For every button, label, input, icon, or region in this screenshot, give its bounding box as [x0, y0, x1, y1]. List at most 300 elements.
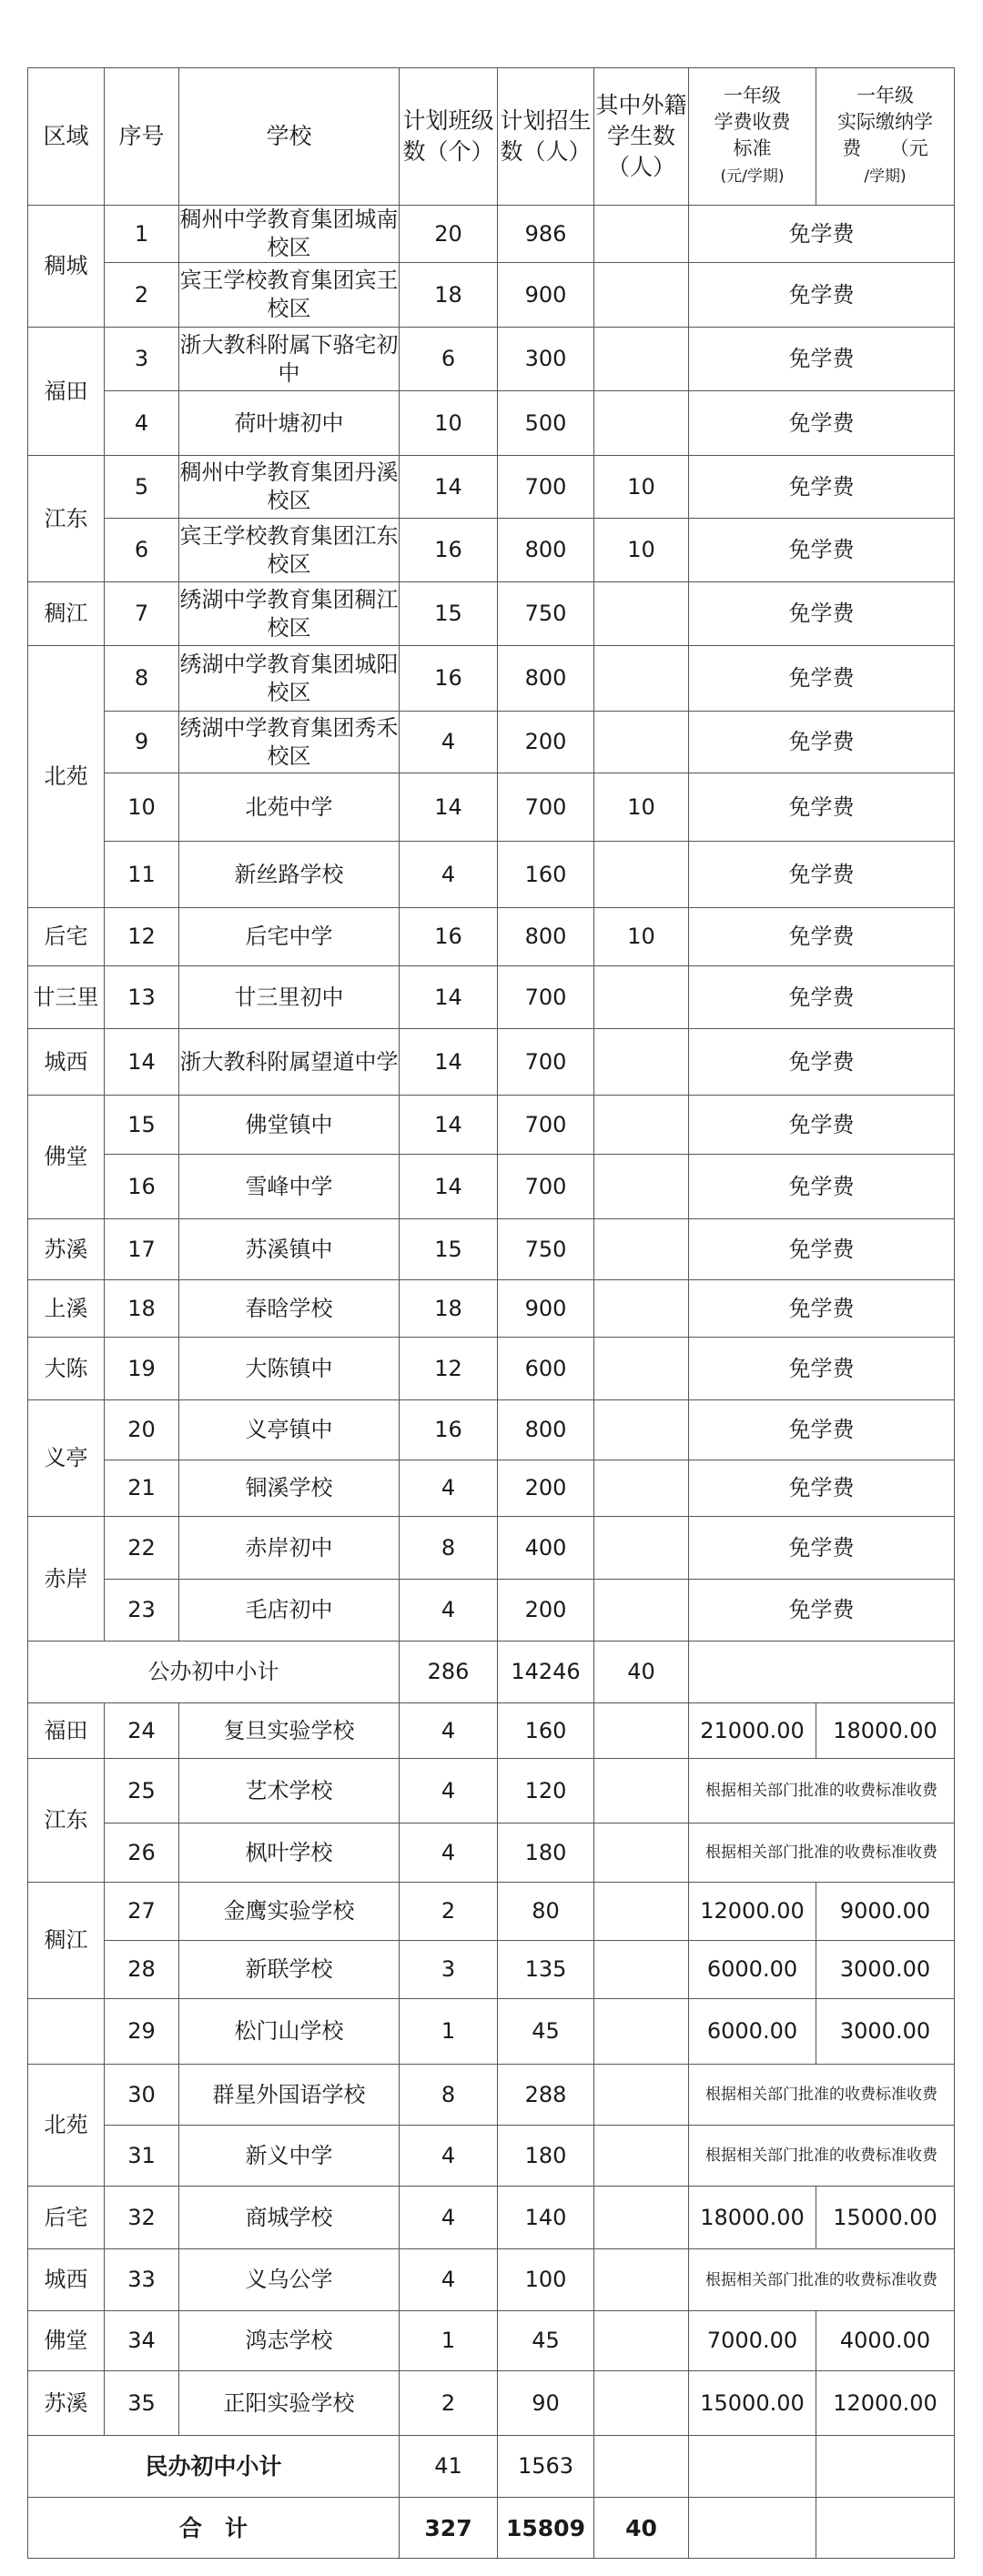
enrollment-plan-table: [27, 67, 955, 2559]
seq-cell: 5: [105, 456, 179, 519]
classes-cell: 1: [400, 2311, 498, 2371]
foreign-cell: [594, 206, 689, 263]
header-fee-standard: [689, 68, 816, 206]
fee-actual-cell: 15000.00: [816, 2187, 955, 2249]
fee-free-cell: 免学费: [689, 1029, 955, 1096]
classes-cell: 16: [400, 1400, 498, 1460]
classes-cell: 4: [400, 842, 498, 908]
school-cell: 稠州中学教育集团城南校区: [179, 206, 400, 263]
seq-cell: 13: [105, 966, 179, 1029]
foreign-cell: [594, 391, 689, 456]
classes-cell: 6: [400, 328, 498, 391]
classes-cell: 4: [400, 1580, 498, 1642]
table-row: [28, 391, 955, 456]
seq-cell: 25: [105, 1759, 179, 1823]
seq-cell: 10: [105, 773, 179, 842]
total-fee-actual-blank: [816, 2498, 955, 2559]
table-row: [28, 1280, 955, 1338]
district-cell: 福田: [28, 1703, 105, 1759]
seq-cell: 6: [105, 519, 179, 582]
table-row: [28, 712, 955, 773]
seq-cell: 22: [105, 1517, 179, 1580]
district-cell: 江东: [28, 1759, 105, 1883]
district-cell: 苏溪: [28, 1219, 105, 1280]
fee-free-cell: 免学费: [689, 328, 955, 391]
private-subtotal-fee-actual-blank: [816, 2436, 955, 2498]
classes-cell: 8: [400, 2065, 498, 2126]
fee-free-cell: 免学费: [689, 1517, 955, 1580]
enroll-cell: 120: [498, 1759, 594, 1823]
district-cell: 上溪: [28, 1280, 105, 1338]
district-cell: 义亭: [28, 1400, 105, 1517]
public-subtotal-fee-blank: [689, 1642, 955, 1703]
private-subtotal-label: 民办初中小计: [28, 2436, 400, 2498]
fee-note-cell: 根据相关部门批准的收费标准收费: [689, 2126, 955, 2187]
header-fee-actual: [816, 68, 955, 206]
school-cell: 新联学校: [179, 1941, 400, 1999]
foreign-cell: [594, 1703, 689, 1759]
district-cell: 城西: [28, 1029, 105, 1096]
fee-standard-cell: 15000.00: [689, 2371, 816, 2436]
enroll-cell: 700: [498, 1155, 594, 1219]
fee-free-cell: 免学费: [689, 1400, 955, 1460]
fee-standard-cell: 12000.00: [689, 1883, 816, 1941]
header-fee-actual-line3: 费 （元: [842, 137, 928, 159]
fee-free-cell: 免学费: [689, 1155, 955, 1219]
enroll-cell: 45: [498, 2311, 594, 2371]
classes-cell: 2: [400, 1883, 498, 1941]
table-row: [28, 1338, 955, 1400]
foreign-cell: [594, 712, 689, 773]
header-enroll: 计划招生数（人）: [498, 68, 594, 206]
table-row: [28, 2126, 955, 2187]
school-cell: 绣湖中学教育集团城阳校区: [179, 646, 400, 712]
school-cell: 枫叶学校: [179, 1823, 400, 1883]
table-row: [28, 1999, 955, 2065]
table-row: [28, 1823, 955, 1883]
foreign-cell: [594, 1517, 689, 1580]
header-foreign: 其中外籍学生数（人）: [594, 68, 689, 206]
classes-cell: 4: [400, 1759, 498, 1823]
classes-cell: 14: [400, 456, 498, 519]
foreign-cell: [594, 1941, 689, 1999]
header-fee-standard-line2: 学费收费: [714, 111, 791, 133]
enroll-cell: 90: [498, 2371, 594, 2436]
school-cell: 浙大教科附属下骆宅初中: [179, 328, 400, 391]
fee-note-cell: 根据相关部门批准的收费标准收费: [689, 2065, 955, 2126]
district-cell: 北苑: [28, 646, 105, 908]
header-classes: 计划班级数（个）: [400, 68, 498, 206]
seq-cell: 3: [105, 328, 179, 391]
fee-actual-cell: 12000.00: [816, 2371, 955, 2436]
district-cell: 福田: [28, 328, 105, 456]
private-subtotal-fee-standard-blank: [689, 2436, 816, 2498]
school-cell: 北苑中学: [179, 773, 400, 842]
table-row: [28, 1155, 955, 1219]
fee-free-cell: 免学费: [689, 773, 955, 842]
seq-cell: 4: [105, 391, 179, 456]
seq-cell: 30: [105, 2065, 179, 2126]
foreign-cell: [594, 2187, 689, 2249]
enroll-cell: 500: [498, 391, 594, 456]
fee-free-cell: 免学费: [689, 519, 955, 582]
classes-cell: 4: [400, 1460, 498, 1517]
school-cell: 春晗学校: [179, 1280, 400, 1338]
fee-free-cell: 免学费: [689, 1338, 955, 1400]
table-row: [28, 1759, 955, 1823]
total-label: 合 计: [28, 2498, 400, 2559]
enroll-cell: 45: [498, 1999, 594, 2065]
district-cell: 苏溪: [28, 2371, 105, 2436]
seq-cell: 20: [105, 1400, 179, 1460]
school-cell: 后宅中学: [179, 908, 400, 966]
enroll-cell: 180: [498, 2126, 594, 2187]
foreign-cell: [594, 2249, 689, 2311]
table-row: [28, 1883, 955, 1941]
table-row: [28, 1029, 955, 1096]
classes-cell: 4: [400, 1703, 498, 1759]
enroll-cell: 800: [498, 519, 594, 582]
table-row: [28, 773, 955, 842]
foreign-cell: [594, 1580, 689, 1642]
public-subtotal-label: 公办初中小计: [28, 1642, 400, 1703]
classes-cell: 4: [400, 2187, 498, 2249]
table-row: [28, 1460, 955, 1517]
classes-cell: 1: [400, 1999, 498, 2065]
school-cell: 稠州中学教育集团丹溪校区: [179, 456, 400, 519]
enroll-cell: 700: [498, 1096, 594, 1155]
school-cell: 绣湖中学教育集团秀禾校区: [179, 712, 400, 773]
school-cell: 苏溪镇中: [179, 1219, 400, 1280]
district-cell: 稠城: [28, 206, 105, 328]
enroll-cell: 600: [498, 1338, 594, 1400]
seq-cell: 35: [105, 2371, 179, 2436]
classes-cell: 16: [400, 646, 498, 712]
classes-cell: 12: [400, 1338, 498, 1400]
seq-cell: 7: [105, 582, 179, 646]
foreign-cell: [594, 1999, 689, 2065]
enroll-cell: 400: [498, 1517, 594, 1580]
district-cell: 北苑: [28, 2065, 105, 2187]
header-district: 区域: [28, 68, 105, 206]
seq-cell: 8: [105, 646, 179, 712]
classes-cell: 8: [400, 1517, 498, 1580]
fee-free-cell: 免学费: [689, 1580, 955, 1642]
table-row: [28, 263, 955, 328]
district-cell: 佛堂: [28, 2311, 105, 2371]
school-cell: 廿三里初中: [179, 966, 400, 1029]
table-row: [28, 1096, 955, 1155]
total-enroll: 15809: [498, 2498, 594, 2559]
fee-free-cell: 免学费: [689, 908, 955, 966]
fee-standard-cell: 7000.00: [689, 2311, 816, 2371]
enroll-cell: 160: [498, 842, 594, 908]
school-cell: 大陈镇中: [179, 1338, 400, 1400]
enroll-cell: 135: [498, 1941, 594, 1999]
classes-cell: 4: [400, 2126, 498, 2187]
foreign-cell: 10: [594, 908, 689, 966]
public-subtotal-foreign: 40: [594, 1642, 689, 1703]
enroll-cell: 700: [498, 966, 594, 1029]
fee-free-cell: 免学费: [689, 391, 955, 456]
classes-cell: 14: [400, 773, 498, 842]
school-cell: 毛店初中: [179, 1580, 400, 1642]
school-cell: 义乌公学: [179, 2249, 400, 2311]
public-subtotal-enroll: 14246: [498, 1642, 594, 1703]
enroll-cell: 140: [498, 2187, 594, 2249]
seq-cell: 21: [105, 1460, 179, 1517]
table-row: [28, 2371, 955, 2436]
classes-cell: 4: [400, 1823, 498, 1883]
classes-cell: 15: [400, 1219, 498, 1280]
enroll-cell: 100: [498, 2249, 594, 2311]
fee-free-cell: 免学费: [689, 263, 955, 328]
district-cell: 后宅: [28, 2187, 105, 2249]
enroll-cell: 800: [498, 908, 594, 966]
enroll-cell: 900: [498, 263, 594, 328]
private-subtotal-enroll: 1563: [498, 2436, 594, 2498]
foreign-cell: [594, 263, 689, 328]
district-cell: 城西: [28, 2249, 105, 2311]
fee-free-cell: 免学费: [689, 1280, 955, 1338]
seq-cell: 9: [105, 712, 179, 773]
header-fee-actual-unit: /学期): [864, 167, 907, 186]
foreign-cell: [594, 1280, 689, 1338]
header-seq: 序号: [105, 68, 179, 206]
table-row: [28, 1580, 955, 1642]
foreign-cell: [594, 1029, 689, 1096]
school-cell: 松门山学校: [179, 1999, 400, 2065]
header-fee-actual-line2: 实际缴纳学: [837, 111, 933, 133]
enroll-cell: 700: [498, 773, 594, 842]
school-cell: 义亭镇中: [179, 1400, 400, 1460]
school-cell: 宾王学校教育集团宾王校区: [179, 263, 400, 328]
classes-cell: 14: [400, 966, 498, 1029]
enroll-cell: 200: [498, 712, 594, 773]
school-cell: 赤岸初中: [179, 1517, 400, 1580]
fee-actual-cell: 18000.00: [816, 1703, 955, 1759]
enroll-cell: 200: [498, 1460, 594, 1517]
classes-cell: 18: [400, 263, 498, 328]
seq-cell: 34: [105, 2311, 179, 2371]
foreign-cell: [594, 1155, 689, 1219]
school-cell: 新义中学: [179, 2126, 400, 2187]
total-foreign: 40: [594, 2498, 689, 2559]
header-fee-standard-unit: (元/学期): [720, 167, 785, 186]
foreign-cell: [594, 842, 689, 908]
fee-free-cell: 免学费: [689, 966, 955, 1029]
foreign-cell: [594, 646, 689, 712]
seq-cell: 2: [105, 263, 179, 328]
seq-cell: 29: [105, 1999, 179, 2065]
fee-free-cell: 免学费: [689, 1460, 955, 1517]
foreign-cell: [594, 2065, 689, 2126]
foreign-cell: [594, 2126, 689, 2187]
school-cell: 艺术学校: [179, 1759, 400, 1823]
total-classes: 327: [400, 2498, 498, 2559]
classes-cell: 15: [400, 582, 498, 646]
classes-cell: 16: [400, 908, 498, 966]
school-cell: 铜溪学校: [179, 1460, 400, 1517]
fee-actual-cell: 3000.00: [816, 1999, 955, 2065]
school-cell: 群星外国语学校: [179, 2065, 400, 2126]
foreign-cell: [594, 582, 689, 646]
enroll-cell: 750: [498, 1219, 594, 1280]
fee-free-cell: 免学费: [689, 842, 955, 908]
district-cell: 赤岸: [28, 1517, 105, 1642]
foreign-cell: [594, 328, 689, 391]
table-row: [28, 1941, 955, 1999]
table-row: [28, 1517, 955, 1580]
table-row: [28, 2249, 955, 2311]
foreign-cell: [594, 2371, 689, 2436]
district-cell: 廿三里: [28, 966, 105, 1029]
fee-free-cell: 免学费: [689, 582, 955, 646]
district-cell: 佛堂: [28, 1096, 105, 1219]
seq-cell: 24: [105, 1703, 179, 1759]
enroll-cell: 900: [498, 1280, 594, 1338]
seq-cell: 11: [105, 842, 179, 908]
classes-cell: 14: [400, 1029, 498, 1096]
district-cell: [28, 1999, 105, 2065]
table-row: [28, 328, 955, 391]
fee-free-cell: 免学费: [689, 1096, 955, 1155]
enroll-cell: 986: [498, 206, 594, 263]
fee-standard-cell: 21000.00: [689, 1703, 816, 1759]
fee-free-cell: 免学费: [689, 1219, 955, 1280]
seq-cell: 27: [105, 1883, 179, 1941]
enroll-cell: 700: [498, 456, 594, 519]
seq-cell: 26: [105, 1823, 179, 1883]
school-cell: 鸿志学校: [179, 2311, 400, 2371]
foreign-cell: [594, 1338, 689, 1400]
header-school: 学校: [179, 68, 400, 206]
enrollment-table-container: [27, 67, 955, 2559]
school-cell: 宾王学校教育集团江东校区: [179, 519, 400, 582]
table-row: [28, 2065, 955, 2126]
classes-cell: 4: [400, 712, 498, 773]
table-row: [28, 2311, 955, 2371]
fee-free-cell: 免学费: [689, 206, 955, 263]
classes-cell: 10: [400, 391, 498, 456]
fee-free-cell: 免学费: [689, 456, 955, 519]
table-row: [28, 966, 955, 1029]
fee-note-cell: 根据相关部门批准的收费标准收费: [689, 1759, 955, 1823]
enroll-cell: 800: [498, 646, 594, 712]
seq-cell: 15: [105, 1096, 179, 1155]
foreign-cell: [594, 1096, 689, 1155]
table-row: [28, 1219, 955, 1280]
fee-free-cell: 免学费: [689, 646, 955, 712]
foreign-cell: 10: [594, 519, 689, 582]
foreign-cell: [594, 1400, 689, 1460]
seq-cell: 28: [105, 1941, 179, 1999]
seq-cell: 16: [105, 1155, 179, 1219]
school-cell: 浙大教科附属望道中学: [179, 1029, 400, 1096]
classes-cell: 20: [400, 206, 498, 263]
header-fee-standard-line3: 标准: [733, 137, 772, 159]
enroll-cell: 800: [498, 1400, 594, 1460]
seq-cell: 17: [105, 1219, 179, 1280]
table-row: [28, 519, 955, 582]
enroll-cell: 300: [498, 328, 594, 391]
school-cell: 佛堂镇中: [179, 1096, 400, 1155]
fee-actual-cell: 9000.00: [816, 1883, 955, 1941]
fee-note-cell: 根据相关部门批准的收费标准收费: [689, 2249, 955, 2311]
table-row: [28, 582, 955, 646]
district-cell: 大陈: [28, 1338, 105, 1400]
school-cell: 正阳实验学校: [179, 2371, 400, 2436]
foreign-cell: [594, 1759, 689, 1823]
foreign-cell: [594, 1460, 689, 1517]
seq-cell: 23: [105, 1580, 179, 1642]
school-cell: 金鹰实验学校: [179, 1883, 400, 1941]
foreign-cell: [594, 2311, 689, 2371]
enroll-cell: 180: [498, 1823, 594, 1883]
classes-cell: 14: [400, 1096, 498, 1155]
foreign-cell: 10: [594, 456, 689, 519]
foreign-cell: [594, 1883, 689, 1941]
fee-standard-cell: 18000.00: [689, 2187, 816, 2249]
school-cell: 复旦实验学校: [179, 1703, 400, 1759]
seq-cell: 12: [105, 908, 179, 966]
school-cell: 绣湖中学教育集团稠江校区: [179, 582, 400, 646]
classes-cell: 14: [400, 1155, 498, 1219]
fee-actual-cell: 4000.00: [816, 2311, 955, 2371]
table-row: [28, 1703, 955, 1759]
district-cell: 稠江: [28, 582, 105, 646]
district-cell: 后宅: [28, 908, 105, 966]
classes-cell: 3: [400, 1941, 498, 1999]
enroll-cell: 200: [498, 1580, 594, 1642]
header-fee-standard-line1: 一年级: [724, 85, 781, 106]
private-subtotal-foreign: [594, 2436, 689, 2498]
foreign-cell: 10: [594, 773, 689, 842]
enroll-cell: 750: [498, 582, 594, 646]
school-cell: 荷叶塘初中: [179, 391, 400, 456]
table-row: [28, 2187, 955, 2249]
fee-free-cell: 免学费: [689, 712, 955, 773]
seq-cell: 19: [105, 1338, 179, 1400]
classes-cell: 16: [400, 519, 498, 582]
total-fee-standard-blank: [689, 2498, 816, 2559]
foreign-cell: [594, 1823, 689, 1883]
enroll-cell: 288: [498, 2065, 594, 2126]
fee-actual-cell: 3000.00: [816, 1941, 955, 1999]
public-subtotal-classes: 286: [400, 1642, 498, 1703]
classes-cell: 2: [400, 2371, 498, 2436]
table-row: [28, 842, 955, 908]
seq-cell: 14: [105, 1029, 179, 1096]
district-cell: 稠江: [28, 1883, 105, 1999]
district-cell: 江东: [28, 456, 105, 582]
seq-cell: 31: [105, 2126, 179, 2187]
seq-cell: 33: [105, 2249, 179, 2311]
fee-standard-cell: 6000.00: [689, 1999, 816, 2065]
foreign-cell: [594, 966, 689, 1029]
enroll-cell: 700: [498, 1029, 594, 1096]
table-row: [28, 1400, 955, 1460]
table-row: [28, 646, 955, 712]
seq-cell: 18: [105, 1280, 179, 1338]
classes-cell: 18: [400, 1280, 498, 1338]
seq-cell: 1: [105, 206, 179, 263]
table-row: [28, 206, 955, 263]
foreign-cell: [594, 1219, 689, 1280]
fee-standard-cell: 6000.00: [689, 1941, 816, 1999]
school-cell: 商城学校: [179, 2187, 400, 2249]
fee-note-cell: 根据相关部门批准的收费标准收费: [689, 1823, 955, 1883]
